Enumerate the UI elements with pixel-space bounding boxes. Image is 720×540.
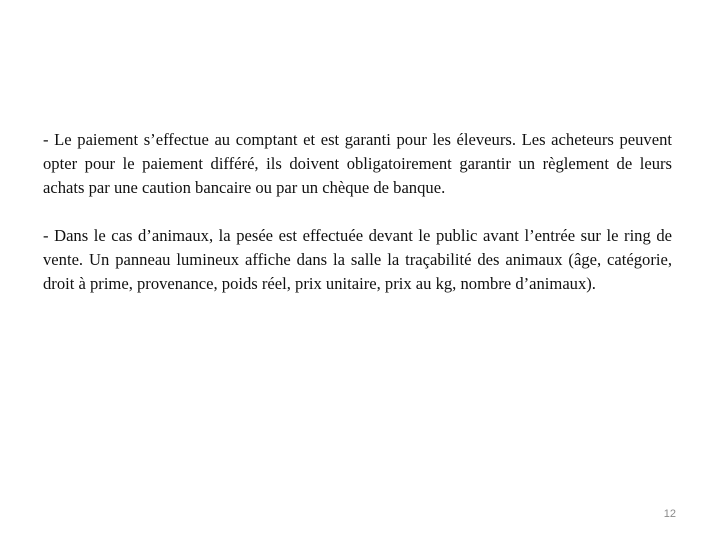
paragraph-payment: - Le paiement s’effectue au comptant et est garanti pour les éleveurs. Les acheteurs peuvent opter pour le paiement différé, ils doivent obligatoirement garantir un règlement de leurs achats par une caution bancaire ou par un chèque de banque. — [43, 130, 672, 197]
slide-body — [43, 128, 672, 296]
paragraph-weighing: - Dans le cas d’animaux, la pesée est effectuée devant le public avant l’entrée sur le ring de vente. Un panneau lumineux affiche dans la salle la traçabilité des animaux (âge, catégorie, droit à prime, provenance, poids réel, prix unitaire, prix au kg, nombre d’animaux). — [43, 226, 672, 293]
page-number: 12 — [663, 508, 676, 520]
